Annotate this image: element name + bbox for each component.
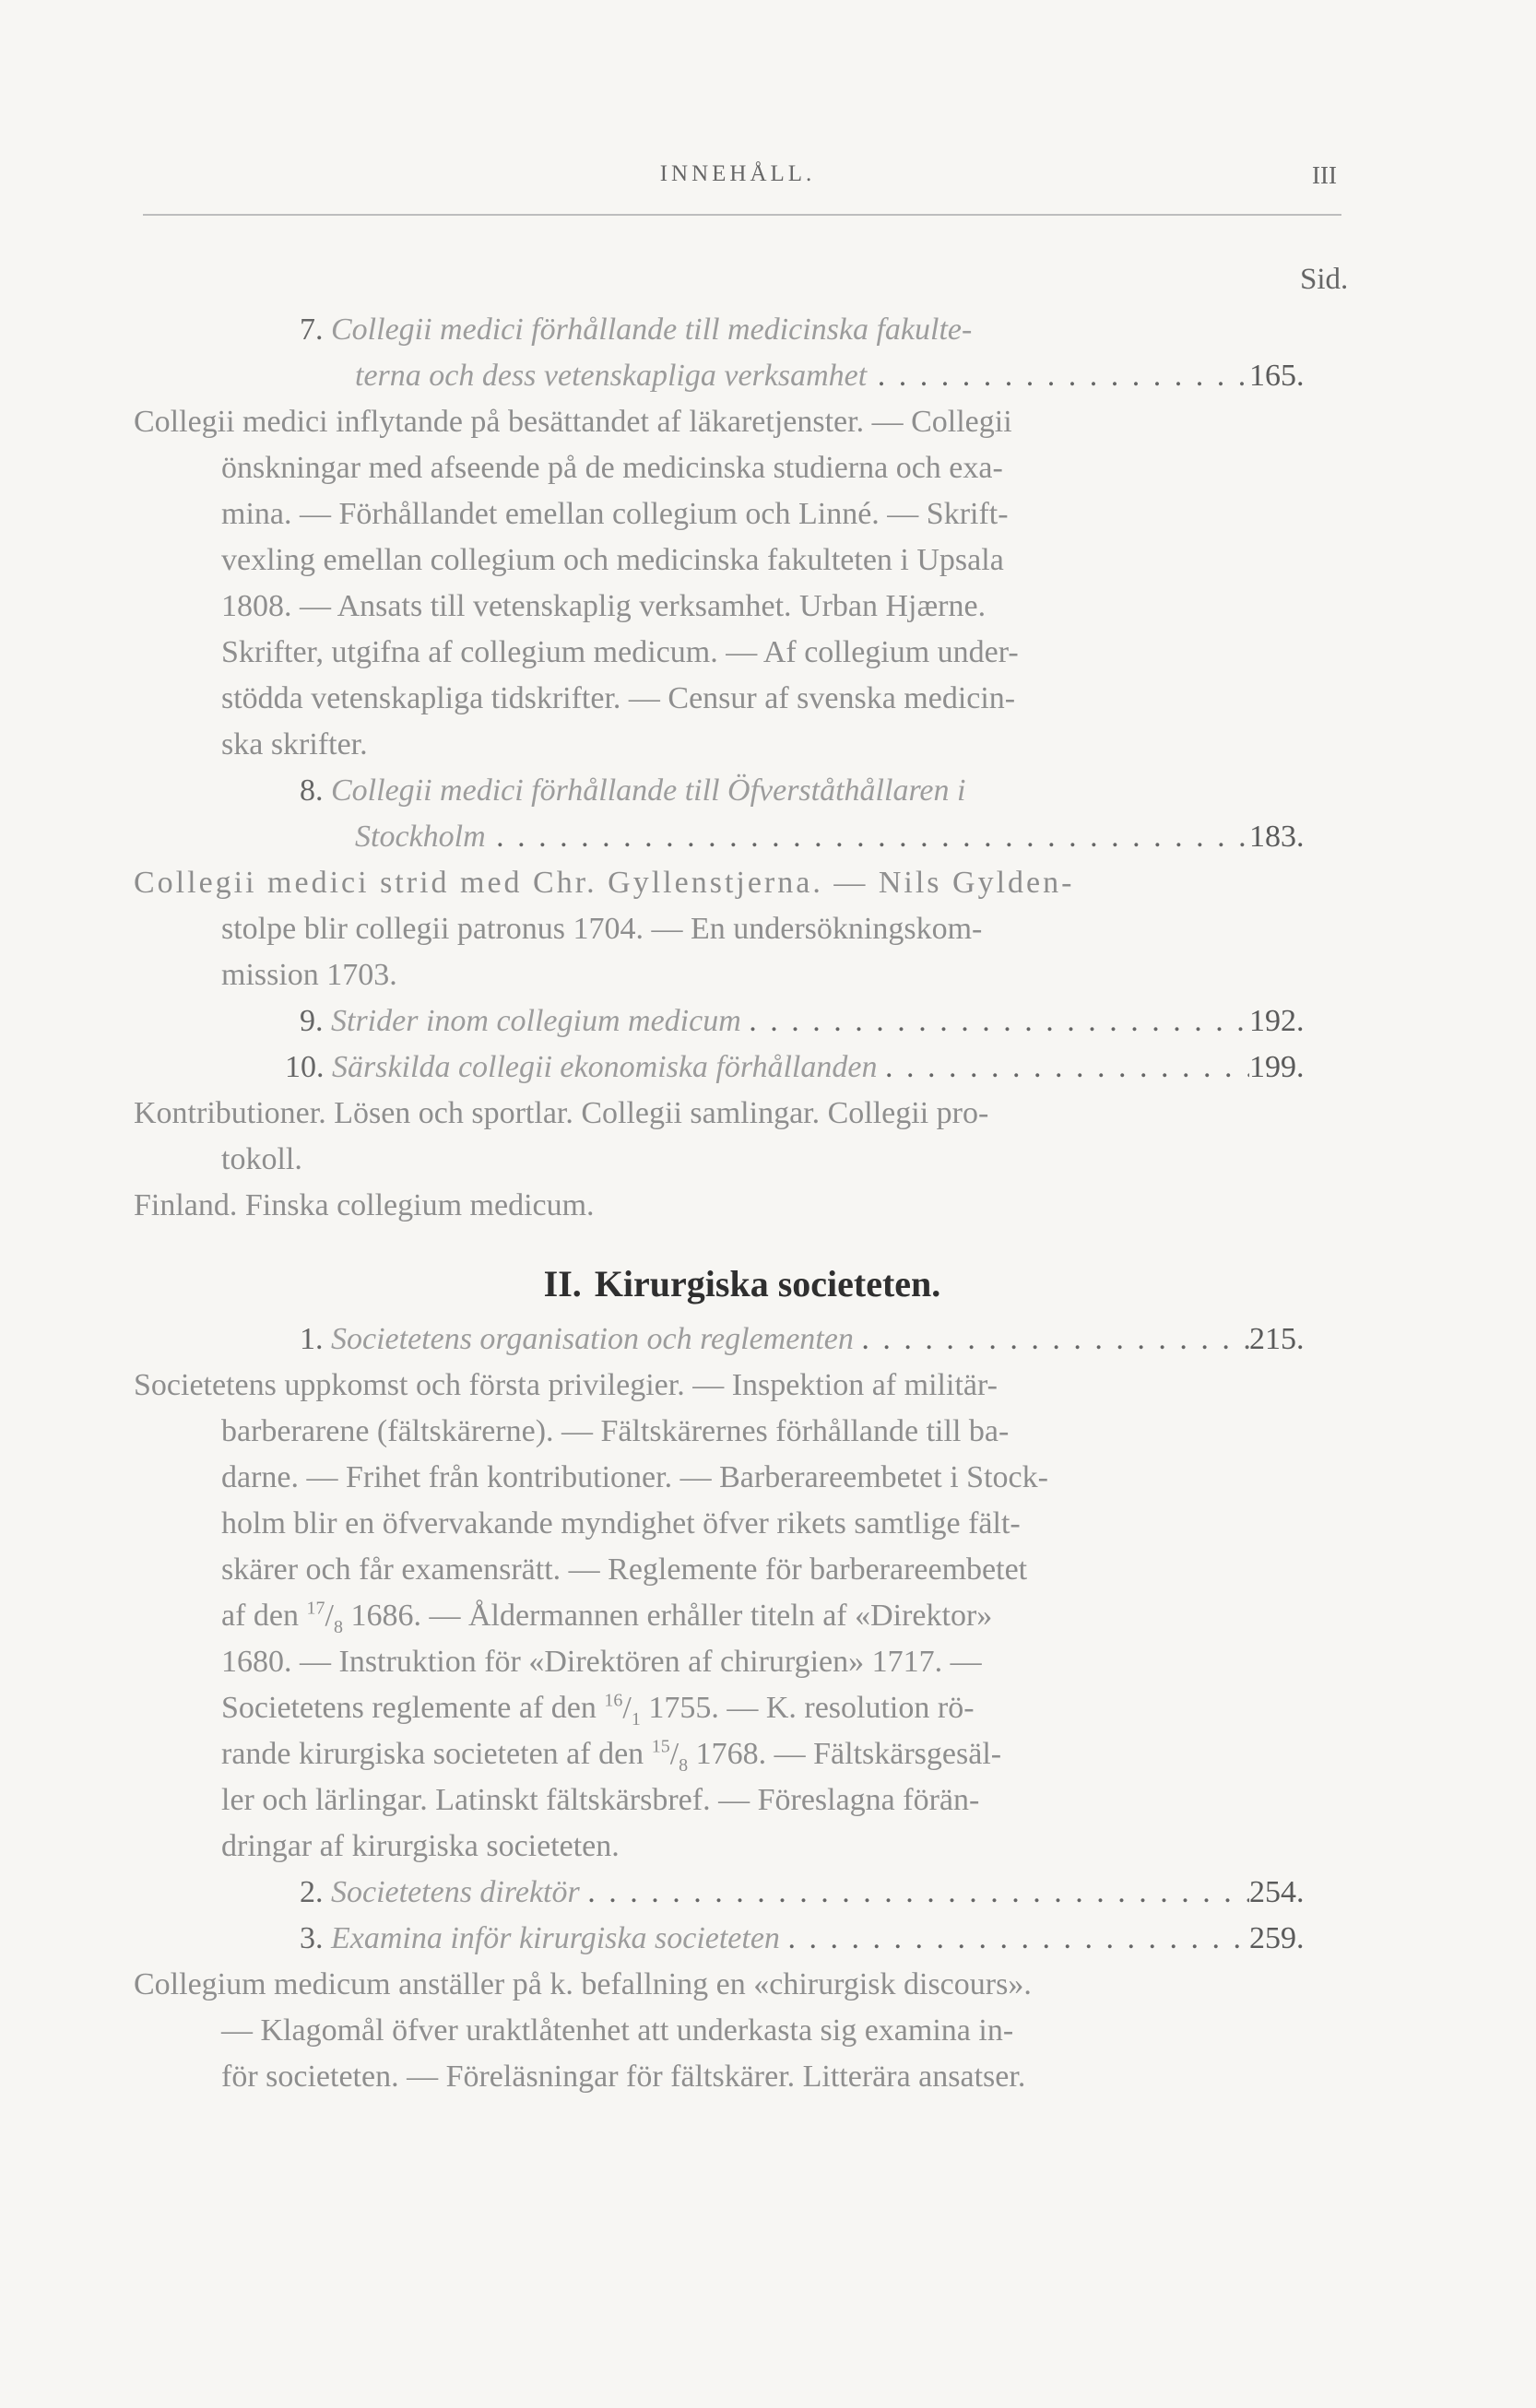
- summary-line: skärer och får examensrätt. — Reglemente för barberareembetet: [221, 1552, 1028, 1587]
- entry-number: 3.: [300, 1921, 324, 1955]
- section-number: II.: [543, 1263, 582, 1304]
- summary-line: tokoll.: [221, 1142, 302, 1176]
- section-title: Kirurgiska societeten.: [594, 1263, 941, 1304]
- entry-page: 192.: [1249, 1004, 1305, 1038]
- entry-title: Collegii medici förhållande till medicinska fakulte-: [331, 313, 973, 347]
- summary-line: 1680. — Instruktion för «Direktören af chirurgien» 1717. —: [221, 1645, 982, 1679]
- entry-7-summary: [134, 399, 1351, 768]
- summary-line: holm blir en öfvervakande myndighet öfver rikets samtlige fält-: [221, 1506, 1021, 1540]
- toc-entry-10: [134, 1045, 1351, 1091]
- entry-page: 165.: [1249, 359, 1305, 393]
- summary-line: 1808. — Ansats till vetenskaplig verksamhet. Urban Hjærne.: [221, 589, 987, 623]
- entry-number: 8.: [300, 773, 324, 808]
- summary-line: Collegii medici inflytande på besättandet af läkaretjenster. — Collegii: [134, 405, 1012, 439]
- summary-line: rande kirurgiska societeten af den $^{15}/_8$ 1768. — Fältskärsgesäl-: [221, 1736, 1002, 1776]
- summary-line: dringar af kirurgiska societeten.: [221, 1829, 620, 1863]
- text-run: 1768. — Fältskärsgesäl-: [688, 1737, 1002, 1771]
- toc-entry-7: [134, 353, 1351, 399]
- entry-title: terna och dess vetenskapliga verksamhet . . .: [355, 353, 1249, 399]
- entry-title: Stockholm . . .: [355, 814, 1249, 860]
- subscript: 8: [679, 1754, 689, 1776]
- toc-entry-s1: [134, 1316, 1351, 1363]
- toc-entry-9: [134, 998, 1351, 1045]
- entry-page: 254.: [1249, 1875, 1305, 1909]
- section-heading: [134, 1252, 1351, 1316]
- summary-line: Finland. Finska collegium medicum.: [134, 1188, 595, 1222]
- entry-text: [285, 1045, 1249, 1091]
- superscript: 16: [604, 1690, 623, 1711]
- page-number: III: [1312, 161, 1337, 189]
- toc-entry-8-line1: [134, 768, 1351, 814]
- entry-page: 215.: [1249, 1322, 1305, 1356]
- entry-page: 199.: [1249, 1050, 1305, 1084]
- running-head: [138, 161, 1337, 198]
- toc-entry-7-line1: [134, 307, 1351, 353]
- entry-page: 183.: [1249, 820, 1305, 854]
- summary-line: stödda vetenskapliga tidskrifter. — Censur af svenska medicin-: [221, 681, 1016, 715]
- text-run: rande kirurgiska societeten af den: [221, 1737, 652, 1771]
- subscript: 1: [631, 1708, 641, 1729]
- entry-number: 9.: [300, 1004, 324, 1038]
- summary-line: mission 1703.: [221, 958, 397, 992]
- entry-8-summary: [134, 860, 1351, 998]
- summary-line: mina. — Förhållandet emellan collegium och Linné. — Skrift-: [221, 497, 1009, 531]
- entry-text: [300, 1916, 1249, 1962]
- summary-line: stolpe blir collegii patronus 1704. — En undersökningskom-: [221, 912, 983, 946]
- entry-page: 259.: [1249, 1921, 1305, 1955]
- entry-title: Collegii medici förhållande till Öfverståthållaren i: [331, 773, 966, 808]
- entry-title: Examina inför kirurgiska societeten: [331, 1921, 780, 1955]
- entry-number: 1.: [300, 1322, 324, 1356]
- entry-text: [300, 998, 1249, 1045]
- toc-entry-8: [134, 814, 1351, 860]
- superscript: 17: [306, 1598, 325, 1619]
- text-run: 1686. — Åldermannen erhåller titeln af «Direktor»: [342, 1599, 993, 1633]
- entry-number: 2.: [300, 1875, 324, 1909]
- text-run: Societetens reglemente af den: [221, 1691, 605, 1725]
- summary-line: ler och lärlingar. Latinskt fältskärsbref. — Föreslagna förän-: [221, 1783, 980, 1817]
- entry-title: Särskilda collegii ekonomiska förhållanden: [332, 1050, 878, 1084]
- text-run: 1755. — K. resolution rö-: [640, 1691, 975, 1725]
- entry-s1-summary: [134, 1363, 1351, 1870]
- entry-text: [300, 1316, 1249, 1363]
- summary-line: barberarene (fältskärerne). — Fältskärernes förhållande till ba-: [221, 1414, 1010, 1448]
- summary-line: för societeten. — Föreläsningar för fältskärer. Litterära ansatser.: [221, 2060, 1026, 2094]
- summary-line: darne. — Frihet från kontributioner. — Barberareembetet i Stock-: [221, 1460, 1048, 1494]
- page-column-label: Sid.: [1300, 263, 1349, 296]
- summary-line: vexling emellan collegium och medicinska fakulteten i Upsala: [221, 543, 1004, 577]
- summary-line: Societetens uppkomst och första privilegier. — Inspektion af militär-: [134, 1368, 998, 1402]
- entry-title: Societetens organisation och reglementen: [331, 1322, 854, 1356]
- summary-line: Kontributioner. Lösen och sportlar. Collegii samlingar. Collegii pro-: [134, 1096, 989, 1130]
- header-rule: [143, 214, 1341, 216]
- entry-number: 10.: [285, 1050, 325, 1084]
- summary-line: Collegium medicum anställer på k. befallning en «chirurgisk discours».: [134, 1967, 1032, 2001]
- entry-number: 7.: [300, 313, 324, 347]
- entry-10-summary: [134, 1091, 1351, 1183]
- subscript: 8: [333, 1616, 343, 1637]
- entry-text: [300, 1870, 1249, 1916]
- running-title: INNEHÅLL.: [659, 161, 816, 186]
- finland-note: [134, 1183, 1351, 1229]
- entry-title: Societetens direktör: [331, 1875, 580, 1909]
- summary-line: önskningar med afseende på de medicinska studierna och exa-: [221, 451, 1003, 485]
- toc-entry-s3: [134, 1916, 1351, 1962]
- toc-entry-s2: [134, 1870, 1351, 1916]
- summary-line: af den $^{17}/_8$ 1686. — Åldermannen erhåller titeln af «Direktor»: [221, 1598, 993, 1637]
- superscript: 15: [651, 1736, 670, 1757]
- entry-title: Strider inom collegium medicum: [331, 1004, 741, 1038]
- entry-s3-summary: [134, 1962, 1351, 2100]
- summary-line: Societetens reglemente af den $^{16}/_1$ 1755. — K. resolution rö-: [221, 1690, 975, 1729]
- text-run: af den: [221, 1599, 307, 1633]
- summary-line: Skrifter, utgifna af collegium medicum. — Af collegium under-: [221, 635, 1019, 669]
- summary-line: ska skrifter.: [221, 727, 368, 761]
- summary-line: — Klagomål öfver uraktlåtenhet att underkasta sig examina in-: [221, 2013, 1014, 2048]
- summary-line: Collegii medici strid med Chr. Gyllenstjerna. — Nils Gylden-: [134, 866, 1075, 900]
- toc-content: [134, 307, 1351, 2100]
